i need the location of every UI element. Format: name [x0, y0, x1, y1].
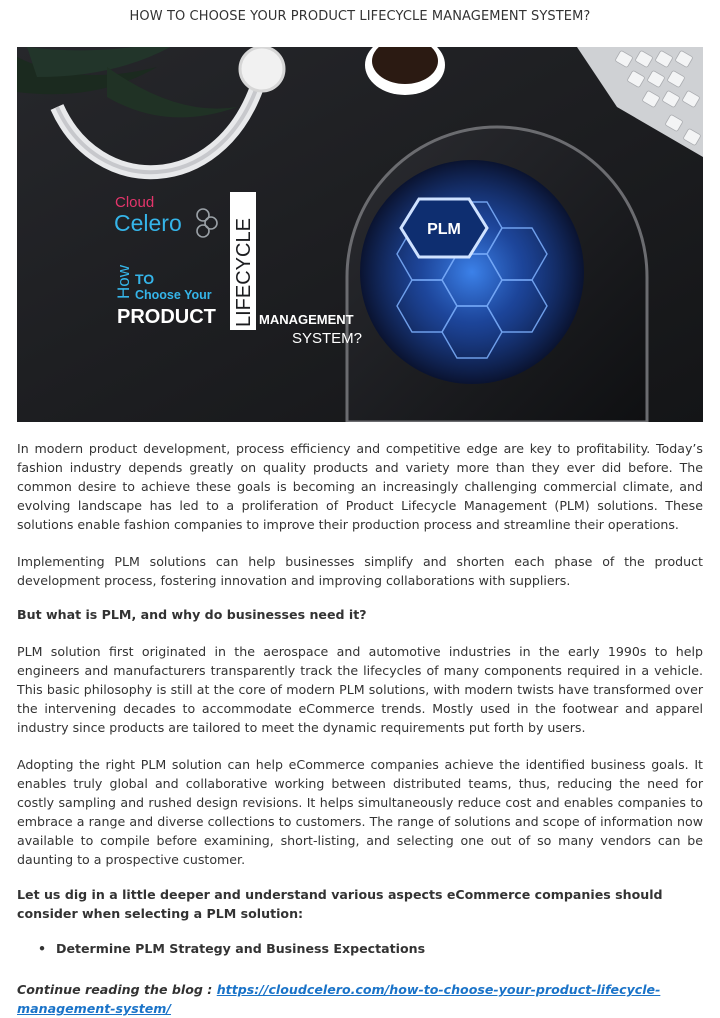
blog-link[interactable]: https://cloudcelero.com/how-to-choose-your-product-lifecycle-management-system/ [17, 982, 661, 1016]
how-text: How [114, 264, 133, 299]
choose-your-text: Choose Your [135, 288, 212, 302]
intro-paragraph: In modern product development, process efficiency and competitive edge are key to profitability. Today’s fashion industry depends greatly on quality products and variety more than they ever did before. The common desire to achieve these goals is becoming an increasingly challenging commercial climate, and evolving landscape has led to a proliferation of Product Lifecycle Management (PLM) solutions. These solutions enable fashion companies to improve their production process and streamline their operations. [17, 441, 703, 532]
dig-deeper-heading: Let us dig in a little deeper and understand various aspects eCommerce companies should consider when selecting a PLM solution: [17, 887, 663, 921]
lifecycle-text: LIFECYCLE [233, 218, 255, 327]
page-title: HOW TO CHOOSE YOUR PRODUCT LIFECYCLE MANAGEMENT SYSTEM? [129, 9, 591, 24]
continue-reading [17, 980, 707, 1018]
adopting-plm-paragraph: Adopting the right PLM solution can help eCommerce companies achieve the identified business goals. It enables truly global and collaborative working between distributed teams, thus, reducing the need for costly sampling and rushed design revisions. It helps simultaneously reduce cost and enables companies to embrace a range and diverse collections to customers. The range of solutions and scope of information now available to compile before examining, short-listing, and selecting one out of so many vendors can be daunting to a prospective customer. [17, 757, 703, 867]
svg-text:Cloud: Cloud [115, 194, 155, 211]
hero-banner-image [17, 47, 703, 422]
bullet-list-item [38, 941, 425, 956]
to-text: TO [135, 271, 155, 287]
plm-hex-label: PLM [427, 221, 461, 238]
svg-text:Celero: Celero [114, 210, 182, 236]
implementing-paragraph: Implementing PLM solutions can help businesses simplify and shorten each phase of the product development process, fostering innovation and improving collaborations with suppliers. [17, 554, 703, 588]
management-text: MANAGEMENT [259, 312, 354, 327]
product-text: PRODUCT [117, 306, 216, 328]
what-is-plm-heading: But what is PLM, and why do businesses need it? [17, 607, 367, 622]
system-text: SYSTEM? [292, 330, 363, 347]
bullet-dot-icon: • [38, 941, 47, 956]
continue-label: Continue reading the blog : [17, 982, 217, 997]
plm-origin-paragraph: PLM solution first originated in the aerospace and automotive industries in the early 1990s to help engineers and manufacturers transparently track the lifecycles of many components required in a vehicle. This basic philosophy is still at the core of modern PLM solutions, with modern twists have transformed over the intervening decades to accommodate eCommerce trends. Mostly used in the footwear and apparel industry since products are tailored to meet the dynamic requirements put forth by users. [17, 644, 703, 735]
plm-globe-graphic [347, 127, 647, 422]
bullet-text: Determine PLM Strategy and Business Expectations [56, 941, 426, 956]
